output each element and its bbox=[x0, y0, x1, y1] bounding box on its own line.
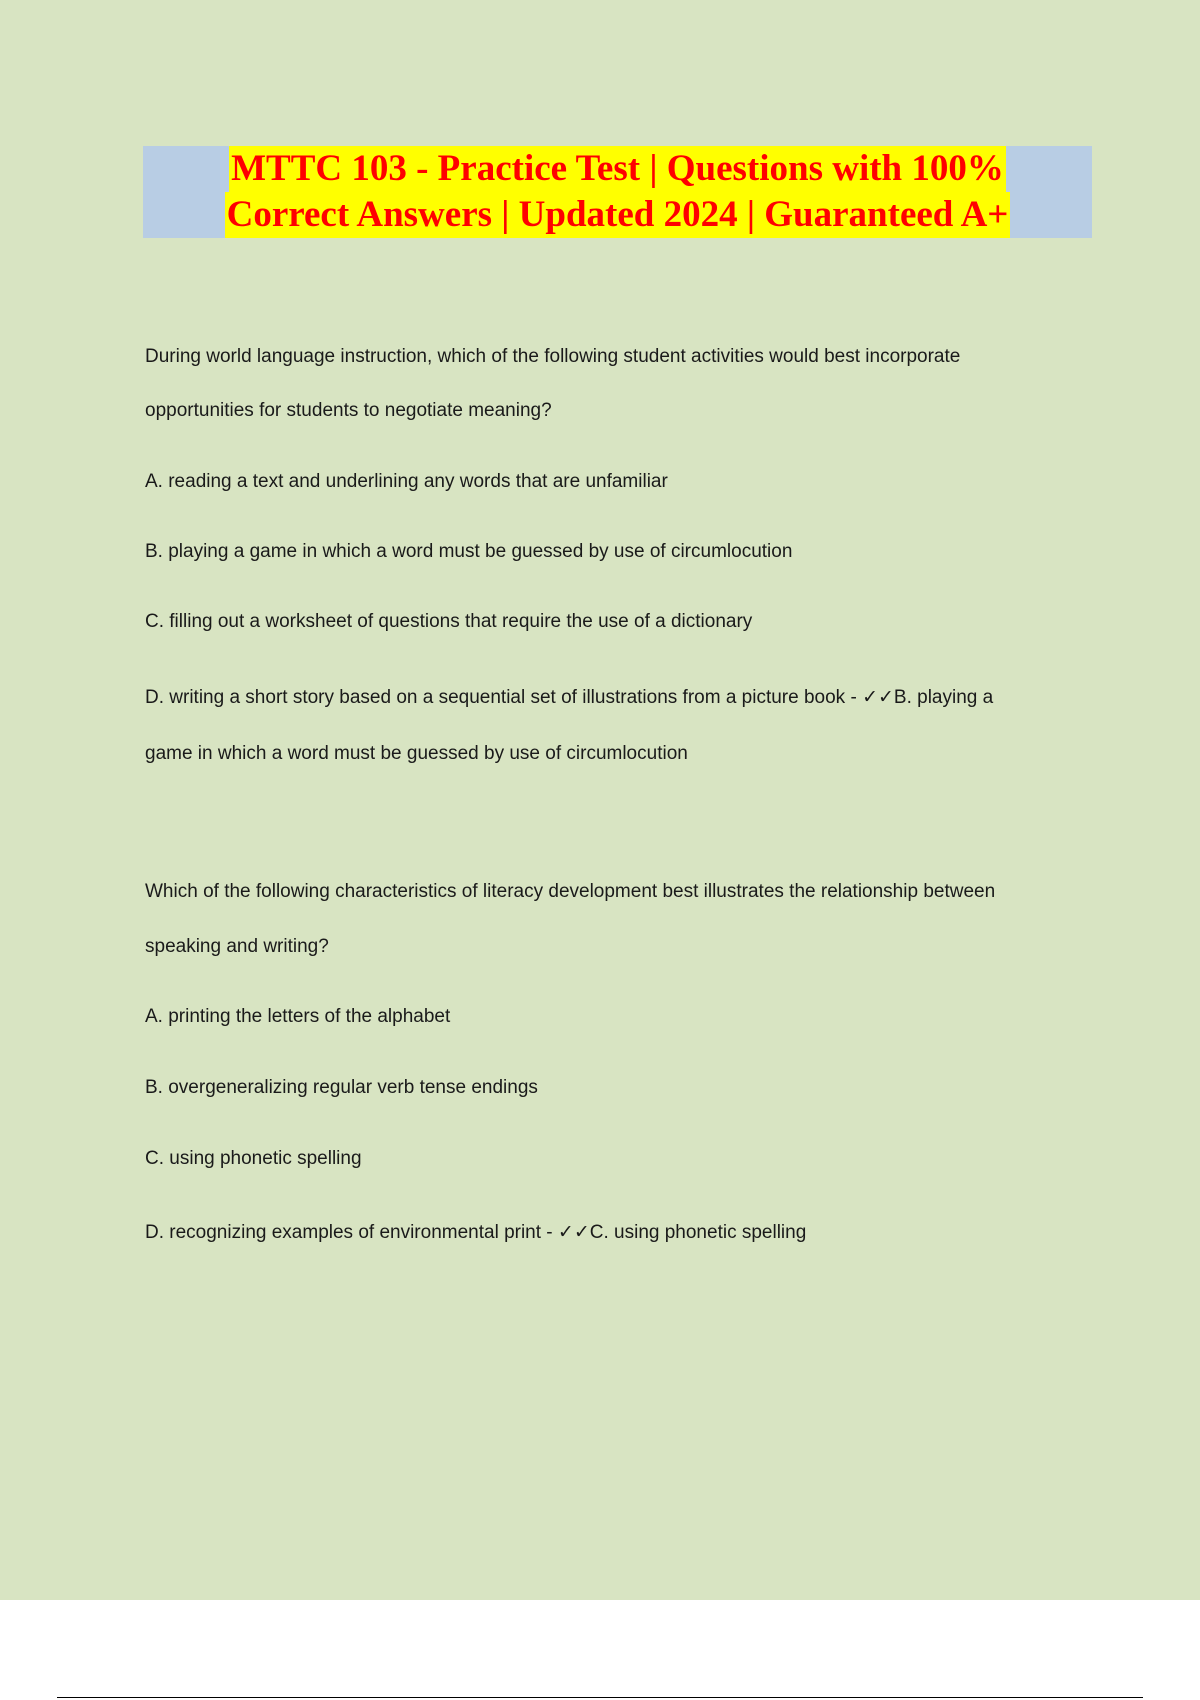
question-1-option-d-line-1: D. writing a short story based on a sequential set of illustrations from a picture book - ✓✓B. playing a bbox=[145, 687, 994, 708]
question-2-stem-line-1: Which of the following characteristics of literacy development best illustrates the relationship between bbox=[145, 881, 996, 902]
question-2-option-c: C. using phonetic spelling bbox=[145, 1148, 362, 1169]
title-line-1: MTTC 103 - Practice Test | Questions with 100% bbox=[229, 146, 1006, 192]
question-1-option-b: B. playing a game in which a word must be guessed by use of circumlocution bbox=[145, 541, 793, 562]
question-1-stem-line-1: During world language instruction, which of the following student activities would best incorporate bbox=[145, 346, 961, 367]
question-1-stem-line-2: opportunities for students to negotiate meaning? bbox=[145, 400, 552, 421]
question-2-option-a: A. printing the letters of the alphabet bbox=[145, 1006, 451, 1027]
footer-divider bbox=[57, 1697, 1143, 1698]
question-2-option-b: B. overgeneralizing regular verb tense endings bbox=[145, 1077, 538, 1098]
title-banner bbox=[143, 146, 1092, 238]
question-2-option-d: D. recognizing examples of environmental print - ✓✓C. using phonetic spelling bbox=[145, 1222, 807, 1243]
question-1-option-d-line-2: game in which a word must be guessed by use of circumlocution bbox=[145, 743, 688, 764]
question-2-stem-line-2: speaking and writing? bbox=[145, 936, 329, 957]
question-1-option-a: A. reading a text and underlining any words that are unfamiliar bbox=[145, 471, 668, 492]
question-1-option-c: C. filling out a worksheet of questions that require the use of a dictionary bbox=[145, 611, 753, 632]
title-line-2: Correct Answers | Updated 2024 | Guaranteed A+ bbox=[225, 192, 1011, 238]
